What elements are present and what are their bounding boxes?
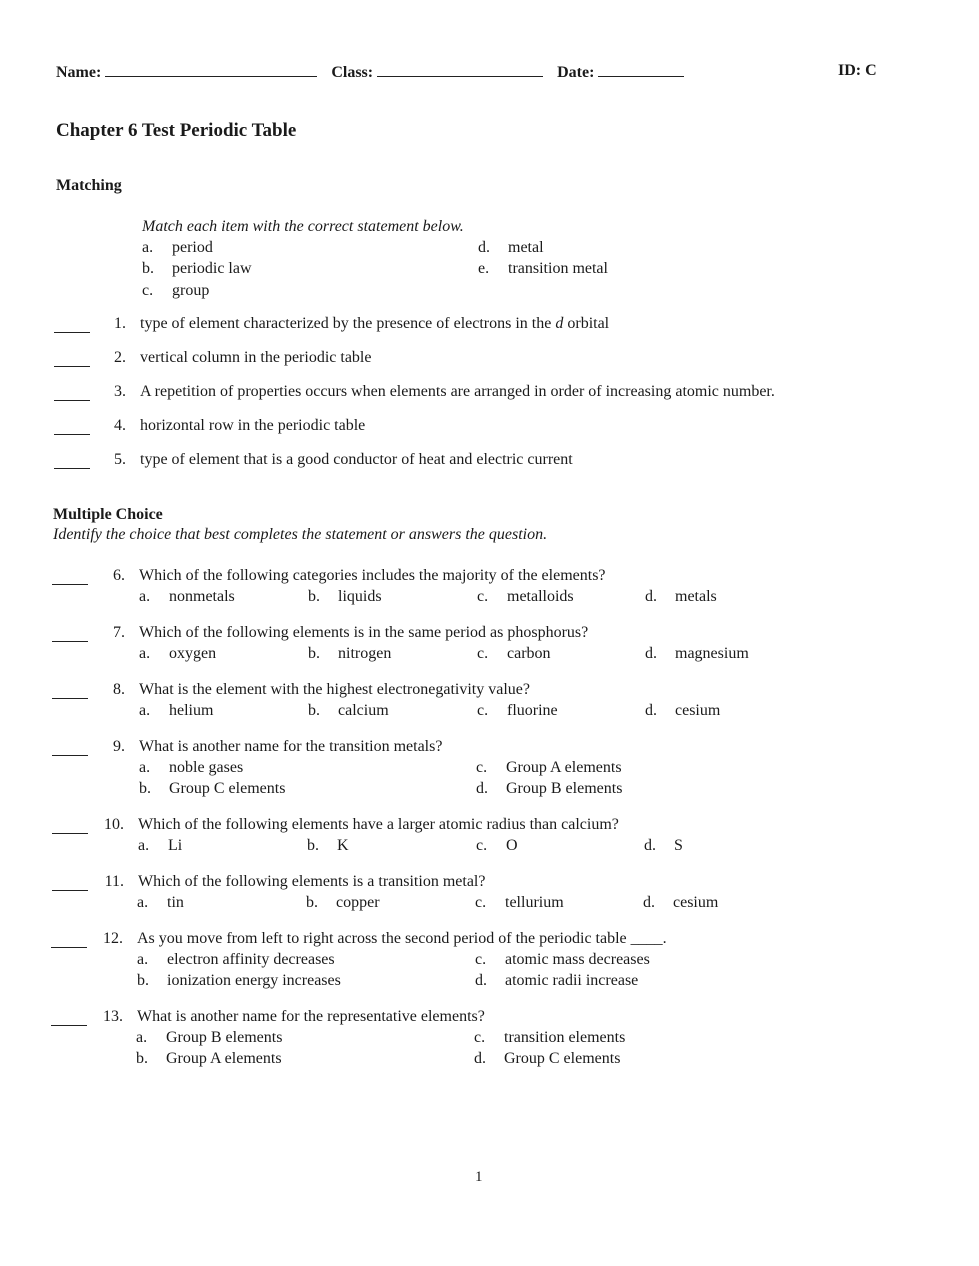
q6-choice-c: c. metalloids	[477, 588, 574, 605]
name-label: Name:	[56, 64, 102, 81]
page-title: Chapter 6 Test Periodic Table	[56, 120, 297, 141]
question-number-1: 1.	[114, 315, 126, 332]
question-number-12: 12.	[103, 930, 123, 947]
q13-choice-d: d. Group C elements	[474, 1050, 621, 1067]
question-number-5: 5.	[114, 451, 126, 468]
mc-heading: Multiple Choice	[53, 506, 163, 523]
q12-choice-a: a. electron affinity decreases	[137, 951, 335, 968]
question-9-text: What is another name for the transition metals?	[139, 738, 443, 755]
q8-choice-d: d. cesium	[645, 702, 721, 719]
q6-choice-d: d. metals	[645, 588, 717, 605]
q12-choice-c: c. atomic mass decreases	[475, 951, 650, 968]
question-number-4: 4.	[114, 417, 126, 434]
matching-heading: Matching	[56, 177, 122, 194]
q10-choice-d: d. S	[644, 837, 683, 854]
q8-choice-c: c. fluorine	[477, 702, 558, 719]
question-number-3: 3.	[114, 383, 126, 400]
answer-blank-4[interactable]	[54, 434, 90, 435]
q11-choice-a: a. tin	[137, 894, 184, 911]
class-blank[interactable]	[377, 62, 543, 77]
question-5-text: type of element that is a good conductor of heat and electric current	[140, 451, 573, 468]
answer-blank-6[interactable]	[52, 584, 88, 585]
answer-blank-3[interactable]	[54, 400, 90, 401]
option-b: b. periodic law	[142, 260, 252, 277]
q13-choice-c: c. transition elements	[474, 1029, 626, 1046]
class-label: Class:	[331, 64, 374, 81]
question-4-text: horizontal row in the periodic table	[140, 417, 366, 434]
q9-choice-d: d. Group B elements	[476, 780, 623, 797]
question-3-text: A repetition of properties occurs when elements are arranged in order of increasing atomic number.	[140, 383, 775, 400]
q10-choice-b: b. K	[307, 837, 349, 854]
name-blank[interactable]	[105, 62, 317, 77]
question-number-9: 9.	[113, 738, 125, 755]
option-e: e. transition metal	[478, 260, 608, 277]
q8-choice-a: a. helium	[139, 702, 214, 719]
option-a: a. period	[142, 239, 213, 256]
q12-choice-b: b. ionization energy increases	[137, 972, 341, 989]
answer-blank-10[interactable]	[52, 833, 88, 834]
answer-blank-1[interactable]	[54, 332, 90, 333]
question-10-text: Which of the following elements have a larger atomic radius than calcium?	[138, 816, 619, 833]
option-d: d. metal	[478, 239, 544, 256]
question-number-6: 6.	[113, 567, 125, 584]
date-blank[interactable]	[598, 62, 684, 77]
q8-choice-b: b. calcium	[308, 702, 389, 719]
option-c: c. group	[142, 282, 210, 299]
q9-choice-a: a. noble gases	[139, 759, 244, 776]
q6-choice-a: a. nonmetals	[139, 588, 235, 605]
q6-choice-b: b. liquids	[308, 588, 382, 605]
answer-blank-13[interactable]	[51, 1025, 87, 1026]
answer-blank-5[interactable]	[54, 468, 90, 469]
q13-choice-b: b. Group A elements	[136, 1050, 282, 1067]
page-number: 1	[475, 1169, 483, 1185]
q11-choice-d: d. cesium	[643, 894, 719, 911]
q12-choice-d: d. atomic radii increase	[475, 972, 639, 989]
question-number-2: 2.	[114, 349, 126, 366]
answer-blank-7[interactable]	[52, 641, 88, 642]
q10-choice-c: c. O	[476, 837, 518, 854]
question-12-text: As you move from left to right across the second period of the periodic table ____.	[137, 930, 667, 947]
matching-instruction: Match each item with the correct statement below.	[142, 218, 464, 235]
answer-blank-11[interactable]	[52, 890, 88, 891]
q11-choice-c: c. tellurium	[475, 894, 564, 911]
answer-blank-9[interactable]	[52, 755, 88, 756]
question-number-10: 10.	[104, 816, 124, 833]
q7-choice-b: b. nitrogen	[308, 645, 392, 662]
q13-choice-a: a. Group B elements	[136, 1029, 283, 1046]
question-2-text: vertical column in the periodic table	[140, 349, 372, 366]
answer-blank-2[interactable]	[54, 366, 90, 367]
question-13-text: What is another name for the representative elements?	[137, 1008, 485, 1025]
q7-choice-a: a. oxygen	[139, 645, 217, 662]
question-6-text: Which of the following categories includes the majority of the elements?	[139, 567, 606, 584]
header-fields	[56, 62, 684, 82]
question-number-13: 13.	[103, 1008, 123, 1025]
question-11-text: Which of the following elements is a transition metal?	[138, 873, 486, 890]
q9-choice-b: b. Group C elements	[139, 780, 286, 797]
q7-choice-d: d. magnesium	[645, 645, 749, 662]
question-number-7: 7.	[113, 624, 125, 641]
question-number-8: 8.	[113, 681, 125, 698]
answer-blank-8[interactable]	[52, 698, 88, 699]
question-number-11: 11.	[104, 873, 124, 890]
id-label: ID: C	[838, 62, 877, 79]
mc-instruction: Identify the choice that best completes the statement or answers the question.	[53, 526, 548, 543]
q7-choice-c: c. carbon	[477, 645, 551, 662]
question-1-text: type of element characterized by the presence of electrons in the d orbital	[140, 315, 610, 332]
question-7-text: Which of the following elements is in the same period as phosphorus?	[139, 624, 589, 641]
date-label: Date:	[557, 64, 595, 81]
answer-blank-12[interactable]	[51, 947, 87, 948]
q11-choice-b: b. copper	[306, 894, 380, 911]
q9-choice-c: c. Group A elements	[476, 759, 622, 776]
q10-choice-a: a. Li	[138, 837, 183, 854]
question-8-text: What is the element with the highest electronegativity value?	[139, 681, 530, 698]
